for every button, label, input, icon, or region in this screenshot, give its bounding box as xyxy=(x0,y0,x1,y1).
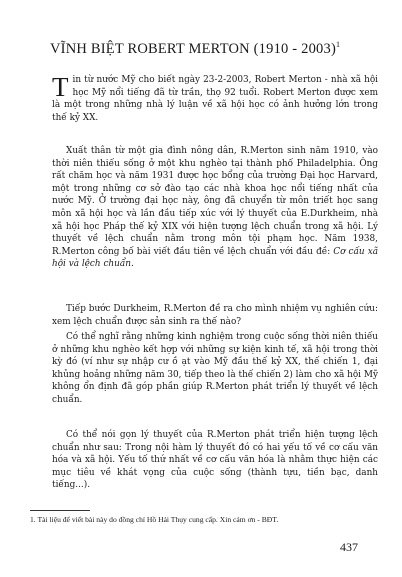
paragraph-2 xyxy=(52,145,378,271)
paragraph-3-text: Tiếp bước Durkheim, R.Merton đề ra cho mình nhiệm vụ nghiên cứu: xem lệch chuẩn được sản sinh ra thế nào? xyxy=(52,304,378,327)
paragraph-4-text: Có thể nghĩ rằng những kinh nghiệm trong cuộc sống thời niên thiếu ở những khu nghèo kết hợp với những sự kiện kinh tế, xã hội trong thời kỳ đó (ví như sự nhập cư ồ ạt vào Mỹ đầu thế kỷ XX, thế chiến 1, đại khủng hoảng những năm 30, tiếp theo là thế chiến 2) làm cho xã hội Mỹ không ổn định đã góp phần giúp R.Merton phát triển lý thuyết về lệch chuẩn. xyxy=(52,332,378,405)
paragraph-4 xyxy=(52,331,378,407)
paragraph-5 xyxy=(52,429,378,492)
title-text: VĨNH BIỆT ROBERT MERTON (1910 - 2003) xyxy=(50,40,336,57)
title-footnote-marker: 1 xyxy=(336,40,341,49)
article-title xyxy=(50,40,370,58)
paragraph-1 xyxy=(52,74,378,124)
paragraph-1-text: in từ nước Mỹ cho biết ngày 23-2-2003, Robert Merton - nhà xã hội học Mỹ nổi tiếng đã từ trần, thọ 92 tuổi. Robert Merton được xem là một trong những nhà lý luận về xã hội học có ảnh hưởng lớn trong thế kỷ XX. xyxy=(52,75,378,123)
paragraph-3 xyxy=(52,303,378,328)
paragraph-5-text: Có thể nói gọn lý thuyết của R.Merton phát triển hiện tượng lệch chuẩn như sau: Trong nội hàm lý thuyết đó có hai yếu tố về cơ cấu văn hóa và xã hội. Yếu tố thứ nhất về cơ cấu văn hóa là nhằm thực hiện các mục tiêu về khát vọng của cuộc sống (thành tựu, tiền bạc, danh tiếng...). xyxy=(52,430,378,491)
paragraph-2-text: Xuất thân từ một gia đình nông dân, R.Merton sinh năm 1910, vào thời niên thiếu sống ở một khu nghèo tại thành phố Philadelphia. Ông rất chăm học và năm 1931 được học bổng của trường Đại học Harvard, một trong những cơ sở đào tạo các nhà khoa học nổi tiếng nhất của nước Mỹ. Ở trường đại học này, ông đã chuyển từ môn triết học sang môn xã hội học và lần đầu tiếp xúc với lý thuyết của E.Durkheim, nhà xã hội học Pháp thế kỷ XIX với hiện tượng lệch chuẩn trong xã hội. Lý thuyết về lệch chuẩn nằm trong môn tội phạm học. Năm 1938, R.Merton công bố bài viết đầu tiên về lệch chuẩn với đầu đề: xyxy=(52,146,378,257)
footnote-divider xyxy=(30,510,90,511)
drop-cap: T xyxy=(52,72,69,102)
paragraph-2-italic-title: Cơ cấu xã hội và lệch chuẩn. xyxy=(52,246,378,270)
footnote: 1. Tài liệu để viết bài này do đồng chí Hồ Hải Thụy cung cấp. Xin cảm ơn - BĐT. xyxy=(30,515,279,524)
page-number: 437 xyxy=(340,540,358,554)
